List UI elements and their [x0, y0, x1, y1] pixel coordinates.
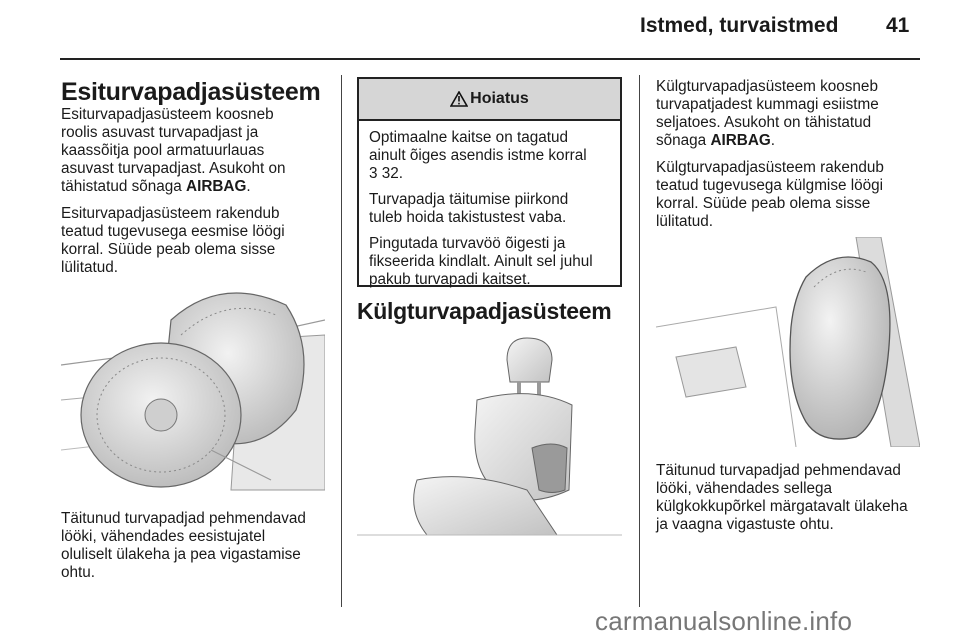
- page-number: 41: [886, 14, 910, 37]
- warning-body: [359, 121, 620, 289]
- seat-illustration: [357, 330, 622, 540]
- warning-triangle-icon: [450, 91, 468, 107]
- column-front-caption: [61, 510, 336, 591]
- column-side-airbag: [656, 78, 926, 240]
- airbag-label: AIRBAG: [186, 178, 247, 195]
- running-header-title: Istmed, turvaistmed: [640, 14, 839, 37]
- warning-header: [359, 79, 620, 121]
- paragraph-side-airbag-location: [656, 78, 926, 150]
- paragraph-side-airbag-deploy: Külgturvapadjasüsteem rakendub teatud tugevusega külgmise löögi korral. Süüde peab olema sisse lülitatud.: [656, 159, 884, 230]
- paragraph-front-airbag-location: [61, 106, 336, 196]
- warning-paragraph-1: Optimaalne kaitse on tagatud ainult õiges asendis istme korral 3 32.: [369, 129, 587, 182]
- text: Külgturvapadjasüsteem koosneb turvapatjadest kummagi esiistme seljatoes. Asukoht on tähistatud sõnaga: [656, 78, 879, 149]
- warning-paragraph-2: Turvapadja täitumise piirkond tuleb hoida takistustest vaba.: [369, 191, 569, 226]
- text: Esiturvapadjasüsteem koosneb roolis asuvast turvapadjast ja kaassõitja pool armatuurlauas asuvast turvapadjast. Asukoht on tähistatud sõnaga: [61, 106, 286, 195]
- front-airbag-illustration: [61, 280, 325, 495]
- header-rule: [60, 58, 920, 60]
- column-side-caption: [656, 462, 926, 543]
- warning-paragraph-3: Pingutada turvavöö õigesti ja fikseerida kindlalt. Ainult sel juhul pakub turvapadi kaitset.: [369, 235, 593, 288]
- warning-box: [357, 77, 622, 287]
- side-airbag-illustration: [656, 237, 920, 447]
- paragraph-front-airbag-deploy: Esiturvapadjasüsteem rakendub teatud tugevusega eesmise löögi korral. Süüde peab olema sisse lülitatud.: [61, 205, 285, 276]
- caption-front-airbag: Täitunud turvapadjad pehmendavad lööki, vähendades eesistujatel oluliselt ülakeha ja pea vigastamise ohtu.: [61, 510, 306, 581]
- caption-side-airbag: Täitunud turvapadjad pehmendavad lööki, vähendades sellega külgkokkupõrkel märgatavalt ülakeha ja vaagna vigastuste ohtu.: [656, 462, 908, 533]
- airbag-label: AIRBAG: [710, 132, 771, 149]
- text: .: [246, 178, 251, 195]
- column-front-airbag: [61, 78, 336, 286]
- column-divider-1: [341, 75, 342, 607]
- watermark: carmanualsonline.info: [595, 606, 853, 636]
- warning-title: Hoiatus: [470, 90, 529, 107]
- section-heading-side-airbag: Külgturvapadjasüsteem: [357, 298, 612, 324]
- section-heading-front-airbag: Esiturvapadjasüsteem: [61, 78, 321, 106]
- text: .: [770, 132, 776, 149]
- column-side-airbag-heading: [357, 298, 632, 324]
- column-divider-2: [639, 75, 640, 607]
